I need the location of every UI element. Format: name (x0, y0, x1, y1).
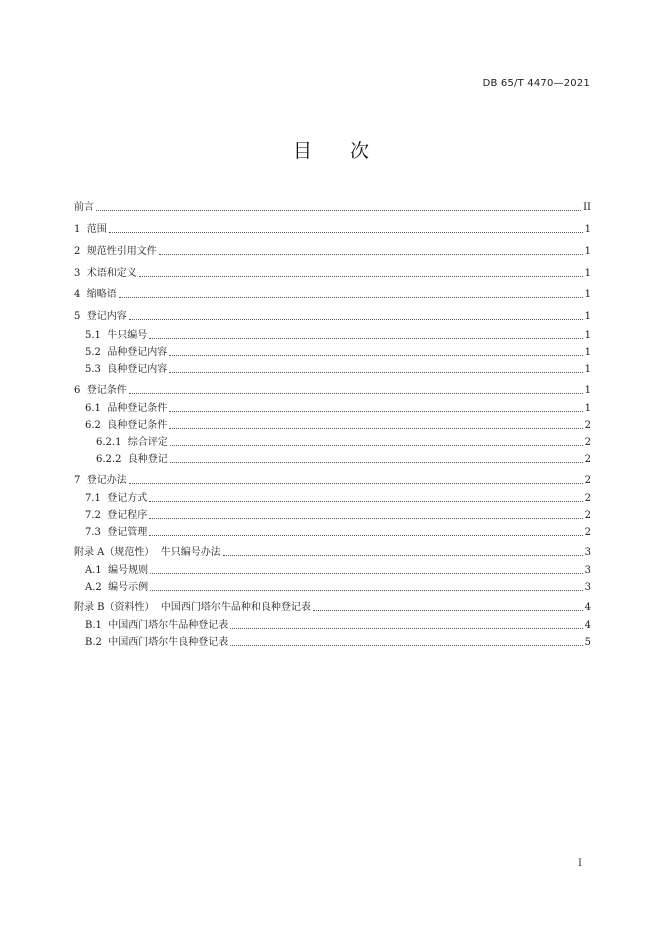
toc-entry-label: 2 规范性引用文件 (74, 246, 157, 257)
toc-entry-label: 6.2.1 综合评定 (96, 437, 168, 448)
toc-entry[interactable] (74, 581, 591, 595)
toc-entry-label: 6 登记条件 (74, 385, 127, 396)
toc-entry-page: 1 (584, 246, 591, 257)
page-number: I (578, 858, 582, 869)
toc-entry[interactable] (74, 492, 591, 506)
toc-entry[interactable] (74, 201, 591, 215)
toc-entry-label: 7.2 登记程序 (85, 510, 148, 521)
dot-leader (119, 288, 583, 298)
toc-entry-page: 1 (584, 385, 591, 396)
toc-entry-page: 1 (584, 311, 591, 322)
toc-entry[interactable] (74, 310, 591, 324)
toc-entry-label: 6.1 品种登记条件 (85, 403, 168, 414)
dot-leader (96, 201, 581, 211)
dot-leader (223, 546, 583, 556)
toc-entry[interactable] (74, 402, 591, 416)
toc-entry-page: 2 (584, 454, 591, 465)
toc-entry-label: 5.2 品种登记内容 (85, 347, 168, 358)
toc-entry-page: 1 (584, 403, 591, 414)
toc-entry[interactable] (74, 288, 591, 302)
dot-leader (149, 492, 582, 502)
toc-entry-label: 附录 A（规范性） 牛只编号办法 (74, 547, 221, 558)
dot-leader (149, 329, 582, 339)
toc-entry[interactable] (74, 564, 591, 578)
toc-entry[interactable] (74, 619, 591, 633)
dot-leader (129, 474, 583, 484)
toc-entry-label: 3 术语和定义 (74, 268, 137, 279)
toc-entry[interactable] (74, 346, 591, 360)
toc-entry[interactable] (74, 419, 591, 433)
toc-entry-page: 3 (584, 565, 591, 576)
toc-entry[interactable] (74, 329, 591, 343)
dot-leader (169, 346, 582, 356)
toc-entry-page: 1 (584, 330, 591, 341)
toc-entry[interactable] (74, 267, 591, 281)
toc-entry-page: 1 (584, 289, 591, 300)
dot-leader (109, 223, 583, 233)
toc-entry-label: 4 缩略语 (74, 289, 117, 300)
toc-entry-page: 3 (584, 582, 591, 593)
toc-entry-page: 2 (584, 527, 591, 538)
toc-entry-label: A.2 编号示例 (85, 582, 149, 593)
toc-entry[interactable] (74, 636, 591, 650)
toc-entry-page: 2 (584, 475, 591, 486)
toc-entry-page: 4 (584, 602, 591, 613)
toc-entry-label: B.1 中国西门塔尔牛品种登记表 (85, 620, 229, 631)
toc-entry[interactable] (74, 384, 591, 398)
dot-leader (230, 619, 582, 629)
dot-leader (129, 310, 583, 320)
toc-entry-label: A.1 编号规则 (85, 565, 149, 576)
standard-code: DB 65/T 4470—2021 (482, 78, 590, 89)
toc-entry[interactable] (74, 245, 591, 259)
toc-entry-label: 7.3 登记管理 (85, 527, 148, 538)
toc-entry[interactable] (74, 223, 591, 237)
dot-leader (150, 581, 583, 591)
toc-entry-page: 1 (584, 268, 591, 279)
toc-entry-label: 5 登记内容 (74, 311, 127, 322)
dot-leader (149, 509, 582, 519)
toc-entry-page: 2 (584, 420, 591, 431)
dot-leader (139, 267, 583, 277)
dot-leader (150, 564, 583, 574)
toc-entry-label: 6.2.2 良种登记 (96, 454, 168, 465)
toc-entry-page: 1 (584, 224, 591, 235)
toc-entry-page: 5 (584, 637, 591, 648)
toc-entry[interactable] (74, 436, 591, 450)
toc-entry-page: 2 (584, 493, 591, 504)
toc-entry[interactable] (74, 453, 591, 467)
toc-entry-page: 2 (584, 510, 591, 521)
toc-entry-page: II (583, 202, 591, 213)
dot-leader (129, 384, 583, 394)
toc-entry[interactable] (74, 474, 591, 488)
toc-entry-label: 7.1 登记方式 (85, 493, 148, 504)
dot-leader (170, 453, 583, 463)
toc-entry-label: 6.2 良种登记条件 (85, 420, 168, 431)
toc-entry-page: 1 (584, 347, 591, 358)
dot-leader (170, 436, 583, 446)
toc-entry[interactable] (74, 363, 591, 377)
toc-entry[interactable] (74, 526, 591, 540)
toc-entry-label: 5.1 牛只编号 (85, 330, 148, 341)
page-title: 目次 (292, 140, 407, 162)
dot-leader (159, 245, 583, 255)
toc-entry-page: 1 (584, 364, 591, 375)
toc-entry[interactable] (74, 601, 591, 615)
toc-entry-label: 7 登记办法 (74, 475, 127, 486)
dot-leader (149, 526, 582, 536)
toc-entry[interactable] (74, 509, 591, 523)
toc-entry-label: 1 范围 (74, 224, 107, 235)
toc-entry-page: 2 (584, 437, 591, 448)
dot-leader (230, 636, 582, 646)
toc-entry-page: 4 (584, 620, 591, 631)
toc-entry-label: B.2 中国西门塔尔牛良种登记表 (85, 637, 229, 648)
dot-leader (169, 419, 582, 429)
dot-leader (313, 601, 583, 611)
toc-entry-label: 5.3 良种登记内容 (85, 364, 168, 375)
toc-entry-label: 前言 (74, 202, 94, 213)
dot-leader (169, 363, 582, 373)
toc-entry[interactable] (74, 546, 591, 560)
toc-entry-label: 附录 B（资料性） 中国西门塔尔牛品种和良种登记表 (74, 602, 311, 613)
toc-entry-page: 3 (584, 547, 591, 558)
dot-leader (169, 402, 582, 412)
